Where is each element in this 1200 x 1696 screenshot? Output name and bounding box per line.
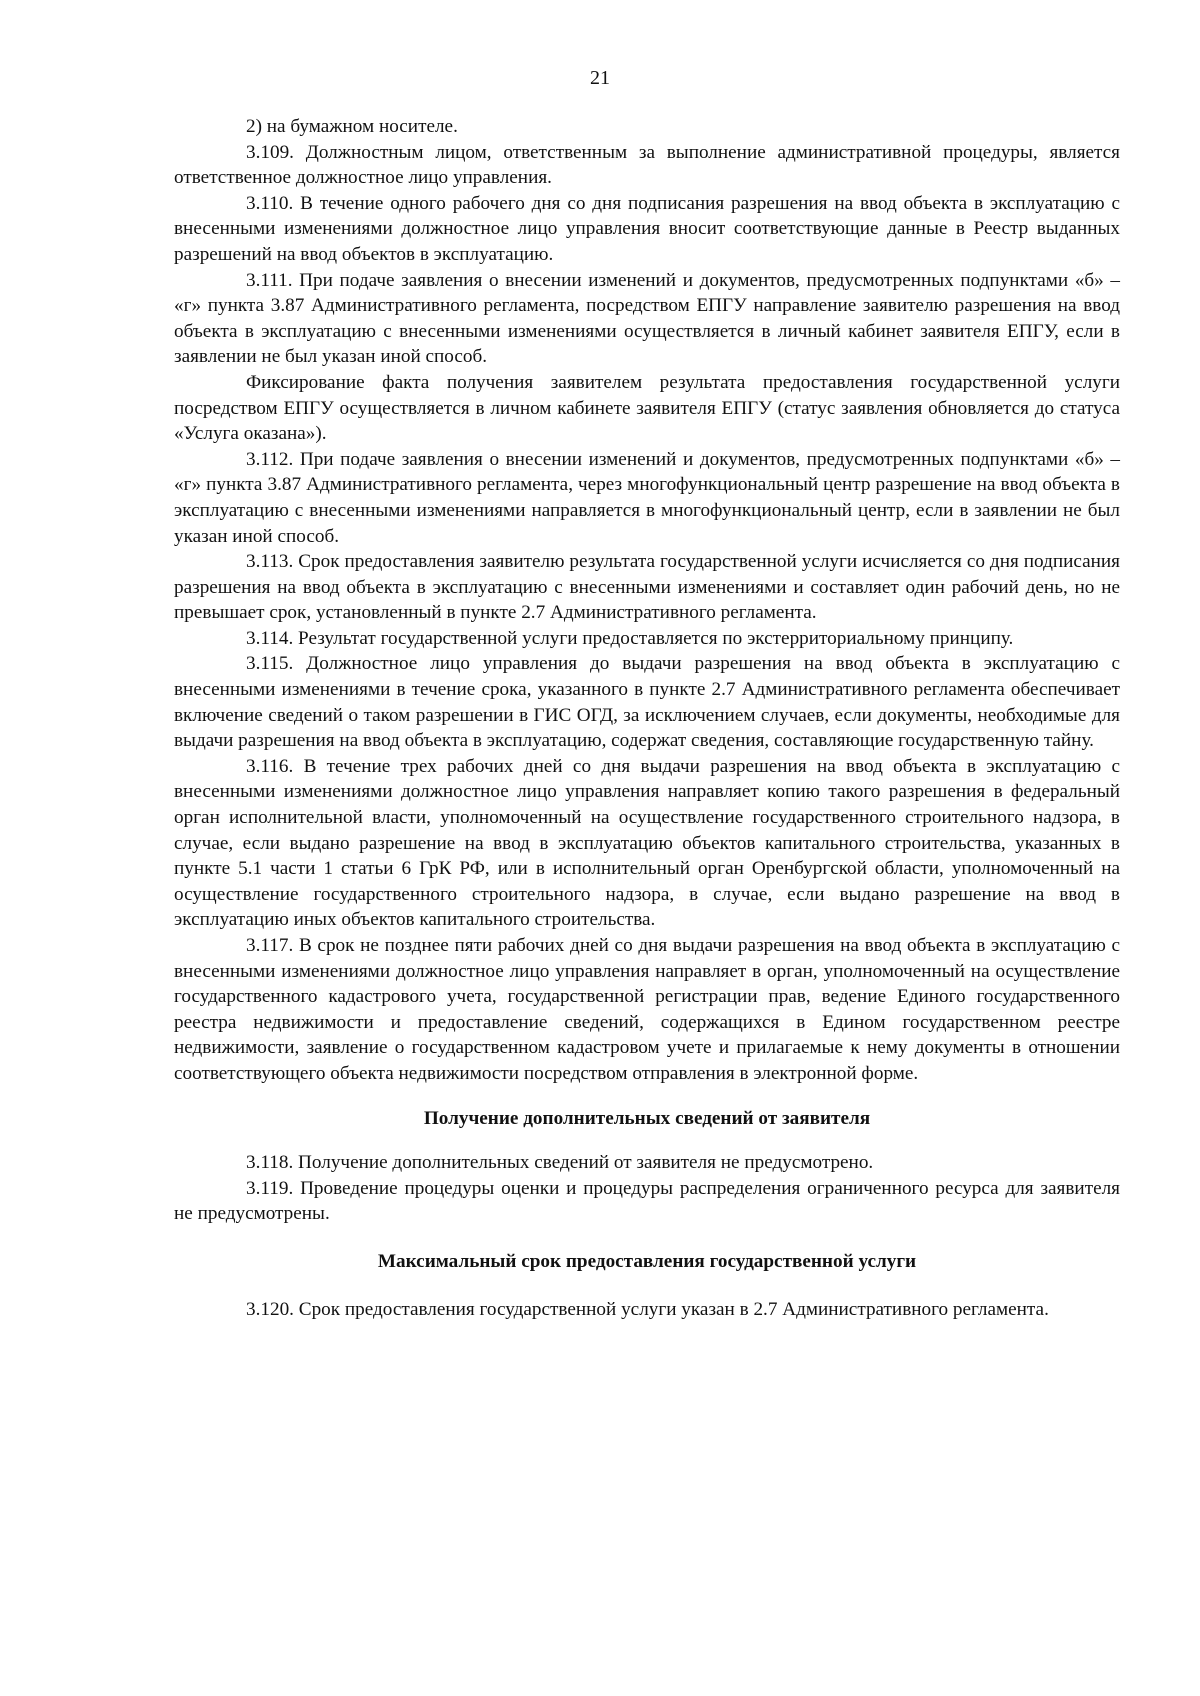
document-body <box>174 114 1120 1322</box>
paragraph-3-110: 3.110. В течение одного рабочего дня со дня подписания разрешения на ввод объекта в эксплуатацию с внесенными изменениями должностное лицо управления вносит соответствующие данные в Реестр выданных разрешений на ввод объектов в эксплуатацию. <box>174 192 1120 265</box>
paragraph-3-117: 3.117. В срок не позднее пяти рабочих дней со дня выдачи разрешения на ввод объекта в эксплуатацию с внесенными изменениями должностное лицо управления направляет в орган, уполномоченный на осуществление государственного кадастрового учета, государственной регистрации прав, ведение Единого государственного реестра недвижимости и предоставление сведений, содержащихся в Едином государственном реестре недвижимости, заявление о государственном кадастровом учете и прилагаемые к нему документы в отношении соответствующего объекта недвижимости посредством отправления в электронной форме. <box>174 935 1120 1084</box>
paragraph-3-109: 3.109. Должностным лицом, ответственным за выполнение административной процедуры, является ответственное должностное лицо управления. <box>174 141 1120 189</box>
paragraph-3-112: 3.112. При подаче заявления о внесении изменений и документов, предусмотренных подпунктами «б» – «г» пункта 3.87 Административного регламента, через многофункциональный центр разрешение на ввод объекта в эксплуатацию с внесенными изменениями направляется в многофункциональный центр, если в заявлении не был указан иной способ. <box>174 448 1120 547</box>
paragraph-3-111: 3.111. При подаче заявления о внесении изменений и документов, предусмотренных подпунктами «б» – «г» пункта 3.87 Административного регламента, посредством ЕПГУ направление заявителю разрешения на ввод объекта в эксплуатацию с внесенными изменениями осуществляется в личный кабинет заявителя ЕПГУ, если в заявлении не был указан иной способ. <box>174 269 1120 368</box>
paragraph-3-120: 3.120. Срок предоставления государственной услуги указан в 2.7 Административного регламента. <box>246 1298 1049 1320</box>
paragraph-3-115: 3.115. Должностное лицо управления до выдачи разрешения на ввод объекта в эксплуатацию с внесенными изменениями в течение срока, указанного в пункте 2.7 Административного регламента обеспечивает включение сведений о таком разрешении в ГИС ОГД, за исключением случаев, если документы, необходимые для выдачи разрешения на ввод объекта в эксплуатацию, содержат сведения, составляющие государственную тайну. <box>174 653 1120 752</box>
section-heading-additional-info: Получение дополнительных сведений от заявителя <box>423 1107 871 1129</box>
paragraph-3-114: 3.114. Результат государственной услуги предоставляется по экстерриториальному принципу. <box>246 627 1014 649</box>
paragraph-3-116: 3.116. В течение трех рабочих дней со дня выдачи разрешения на ввод объекта в эксплуатацию с внесенными изменениями должностное лицо управления направляет копию такого разрешения в федеральный орган исполнительной власти, уполномоченный на осуществление государственного строительного надзора, в случае, если выдано разрешение на ввод в эксплуатацию объектов капитального строительства, указанных в пункте 5.1 части 1 статьи 6 ГрК РФ, или в исполнительный орган Оренбургской области, уполномоченный на осуществление государственного строительного надзора, в случае, если выдано разрешение на ввод в эксплуатацию иных объектов капитального строительства. <box>174 755 1120 931</box>
section-heading-max-term: Максимальный срок предоставления государственной услуги <box>377 1250 917 1272</box>
paragraph-3-113: 3.113. Срок предоставления заявителю результата государственной услуги исчисляется со дня подписания разрешения на ввод объекта в эксплуатацию с внесенными изменениями и составляет один рабочий день, но не превышает срок, установленный в пункте 2.7 Административного регламента. <box>174 551 1120 624</box>
paragraph-3-118: 3.118. Получение дополнительных сведений от заявителя не предусмотрено. <box>246 1152 874 1174</box>
page-number: 21 <box>590 67 610 89</box>
paragraph-3-119: 3.119. Проведение процедуры оценки и процедуры распределения ограниченного ресурса для заявителя не предусмотрены. <box>174 1177 1120 1225</box>
paragraph-receipt-fixation: Фиксирование факта получения заявителем результата предоставления государственной услуги посредством ЕПГУ осуществляется в личном кабинете заявителя ЕПГУ (статус заявления обновляется до статуса «Услуга оказана»). <box>174 371 1120 445</box>
paragraph-item-2: 2) на бумажном носителе. <box>246 116 458 137</box>
